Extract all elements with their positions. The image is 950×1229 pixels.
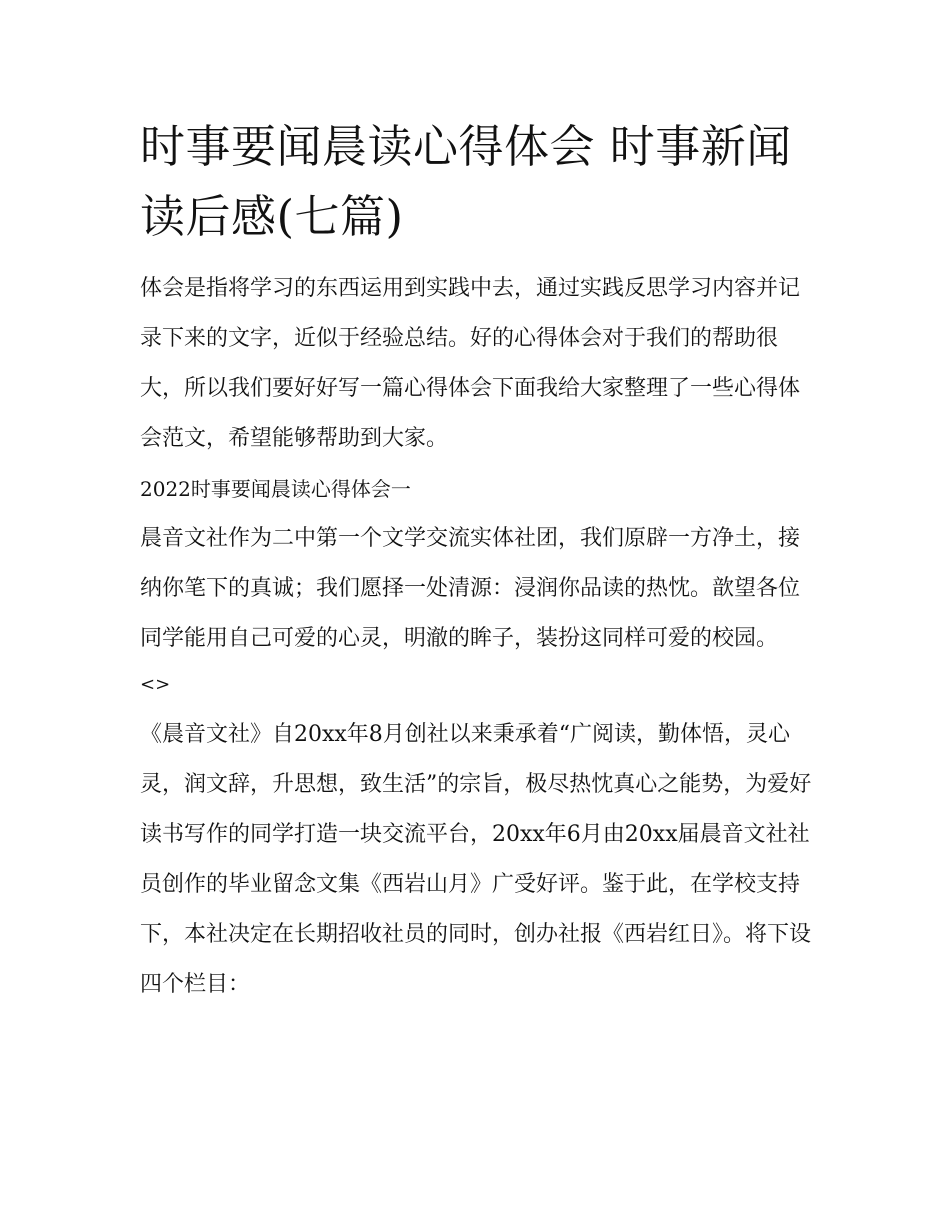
body-paragraph-2: 《晨音文社》自20xx年8月创社以来秉承着“广阅读，勤体悟，灵心灵，润文辞，升思想，致生活”的宗旨，极尽热忱真心之能势，为爱好读书写作的同学打造一块交流平台，20xx年6月由20xx届晨音文社社员创作的毕业留念文集《西岩山月》广受好评。鉴于此，在学校支持下，本社决定在长期招收社员的同时，创办社报《西岩红日》。将下设四个栏目： [140,722,812,997]
section-heading: 2022时事要闻晨读心得体会一 [140,477,411,501]
document-title: 时事要闻晨读心得体会 时事新闻读后感(七篇) [140,120,792,243]
document-page [140,112,812,1010]
intro-paragraph: 体会是指将学习的东西运用到实践中去，通过实践反思学习内容并记录下来的文字，近似于经验总结。好的心得体会对于我们的帮助很大，所以我们要好好写一篇心得体会下面我给大家整理了一些心得体会范文，希望能够帮助到大家。 [140,276,801,451]
section-marker: <> [140,674,171,695]
body-paragraph-1: 晨音文社作为二中第一个文学交流实体社团，我们原辟一方净土，接纳你笔下的真诚；我们愿择一处清源：浸润你品读的热忱。歆望各位同学能用自己可爱的心灵，明澈的眸子，装扮这同样可爱的校园。 [140,526,801,651]
